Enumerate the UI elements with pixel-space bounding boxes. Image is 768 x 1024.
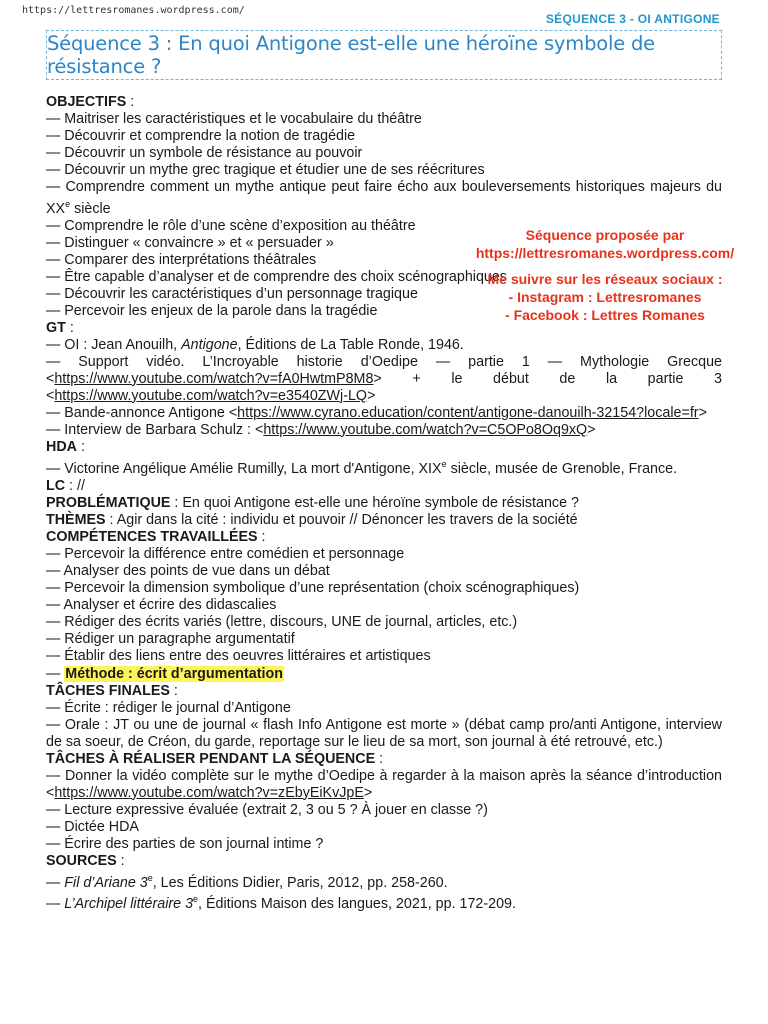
hda-heading: HDA : [46,438,85,455]
promo-facebook[interactable]: - Facebook : Lettres Romanes [505,307,705,323]
sources-heading: SOURCES : [46,852,125,869]
themes-line: THÈMES : Agir dans la cité : individu et pouvoir // Dénoncer les travers de la société [46,511,578,528]
youtube-link-part3[interactable]: https://www.youtube.com/watch?v=e3540ZWj-LQ [54,387,368,404]
tache-ecrite: — Écrite : rédiger le journal d’Antigone [46,699,291,716]
taches-sequence-heading: TÂCHES À RÉALISER PENDANT LA SÉQUENCE : [46,750,384,767]
objectif-item: — Découvrir les caractéristiques d’un personnage tragique [46,285,418,302]
taches-finales-heading: TÂCHES FINALES : [46,682,178,699]
competence-item: — Rédiger des écrits variés (lettre, discours, UNE de journal, articles, etc.) [46,613,518,630]
objectifs-heading: OBJECTIFS : [46,94,135,110]
title-box [46,30,722,80]
competences-heading: COMPÉTENCES TRAVAILLÉES : [46,528,266,545]
source-item: — Fil d’Ariane 3e, Les Éditions Didier, Paris, 2012, pp. 258-260. [46,872,448,891]
page-title: Séquence 3 : En quoi Antigone est-elle une héroïne symbole de résistance ? [47,32,655,78]
objectif-item: — Distinguer « convaincre » et « persuader » [46,234,334,251]
promo-social-heading: Me suivre sur les réseaux sociaux : [487,271,723,287]
gt-bande-annonce: — Bande-annonce Antigone <https://www.cyrano.education/content/antigone-danouilh-32154?locale=fr> [46,404,707,421]
objectif-item: — Comparer des interprétations théâtrales [46,251,317,268]
competence-item: — Analyser des points de vue dans un débat [46,562,330,579]
objectif-item: — Comprendre comment un mythe antique peut faire écho aux bouleversements historiques majeurs du XXe siècle [46,179,722,217]
tache-orale: — Orale : JT ou une de journal « flash Info Antigone est morte » (débat camp pro/anti Antigone, interview de sa soeur, de Créon, du garde, reportage sur le lieu de sa mort, son journal à été retrouvé, etc.) [46,716,722,750]
methode-highlight: Méthode : écrit d’argumentation [65,665,283,682]
promo-instagram[interactable]: - Instagram : Lettresromanes [508,289,702,305]
tache-item: — Dictée HDA [46,818,139,835]
gt-oi: — OI : Jean Anouilh, Antigone, Éditions de La Table Ronde, 1946. [46,336,464,353]
lc-line: LC : // [46,477,85,494]
oedipe-video-link[interactable]: https://www.youtube.com/watch?v=zEbyEiKvJpE [54,784,364,801]
promo-site-link[interactable]: https://lettresromanes.wordpress.com/ [475,245,735,261]
gt-video: — Support vidéo. L’Incroyable historie d’Oedipe — partie 1 — Mythologie Grecque <https://www.youtube.com/watch?v=fA0HwtmP8M8> + le début de la partie 3 <https://www.youtube.com/watch?v=e3540ZWj-LQ> [46,353,722,404]
competence-item: — Analyser et écrire des didascalies [46,596,277,613]
objectif-item: — Être capable d’analyser et de comprendre des choix scénographiques [46,268,507,285]
cyrano-link[interactable]: https://www.cyrano.education/content/antigone-danouilh-32154?locale=fr [237,404,699,421]
document-body [46,94,722,913]
promo-line: Séquence proposée par [525,227,685,243]
competence-item: — Rédiger un paragraphe argumentatif [46,630,295,647]
promo-block [440,226,768,324]
gt-interview: — Interview de Barbara Schulz : <https://www.youtube.com/watch?v=C5OPo8Oq9xQ> [46,421,596,438]
objectif-item: — Découvrir un mythe grec tragique et étudier une de ses réécritures [46,162,485,178]
competence-item: — Percevoir la différence entre comédien et personnage [46,545,405,562]
objectif-item: — Découvrir un symbole de résistance au pouvoir [46,145,363,161]
gt-heading: GT : [46,319,74,336]
tache-item: — Écrire des parties de son journal intime ? [46,835,324,852]
youtube-link-part1[interactable]: https://www.youtube.com/watch?v=fA0HwtmP8M8 [54,370,374,387]
problematique-line: PROBLÉMATIQUE : En quoi Antigone est-elle une héroïne symbole de résistance ? [46,494,579,511]
objectif-item: — Maitriser les caractéristiques et le vocabulaire du théâtre [46,111,422,127]
interview-link[interactable]: https://www.youtube.com/watch?v=C5OPo8Oq9xQ [263,421,588,438]
methode-item: — Méthode : écrit d’argumentation [46,665,283,682]
objectif-item: — Découvrir et comprendre la notion de tragédie [46,128,356,144]
objectif-item: — Percevoir les enjeux de la parole dans la tragédie [46,302,378,319]
tache-video: — Donner la vidéo complète sur le mythe d’Oedipe à regarder à la maison après la séance d’introduction <https://www.youtube.com/watch?v=zEbyEiKvJpE> [46,767,722,801]
site-url[interactable]: https://lettresromanes.wordpress.com/ [22,5,245,16]
hda-text: — Victorine Angélique Amélie Rumilly, La mort d'Antigone, XIXe siècle, musée de Grenoble, France. [46,458,678,477]
tache-item: — Lecture expressive évaluée (extrait 2, 3 ou 5 ? À jouer en classe ?) [46,801,488,818]
competence-item: — Établir des liens entre des oeuvres littéraires et artistiques [46,647,431,664]
source-item: — L’Archipel littéraire 3e, Éditions Maison des langues, 2021, pp. 172-209. [46,894,516,913]
competence-item: — Percevoir la dimension symbolique d’une représentation (choix scénographiques) [46,579,580,596]
objectif-item: — Comprendre le rôle d’une scène d’exposition au théâtre [46,217,416,234]
sequence-label: SÉQUENCE 3 - OI ANTIGONE [545,12,720,26]
